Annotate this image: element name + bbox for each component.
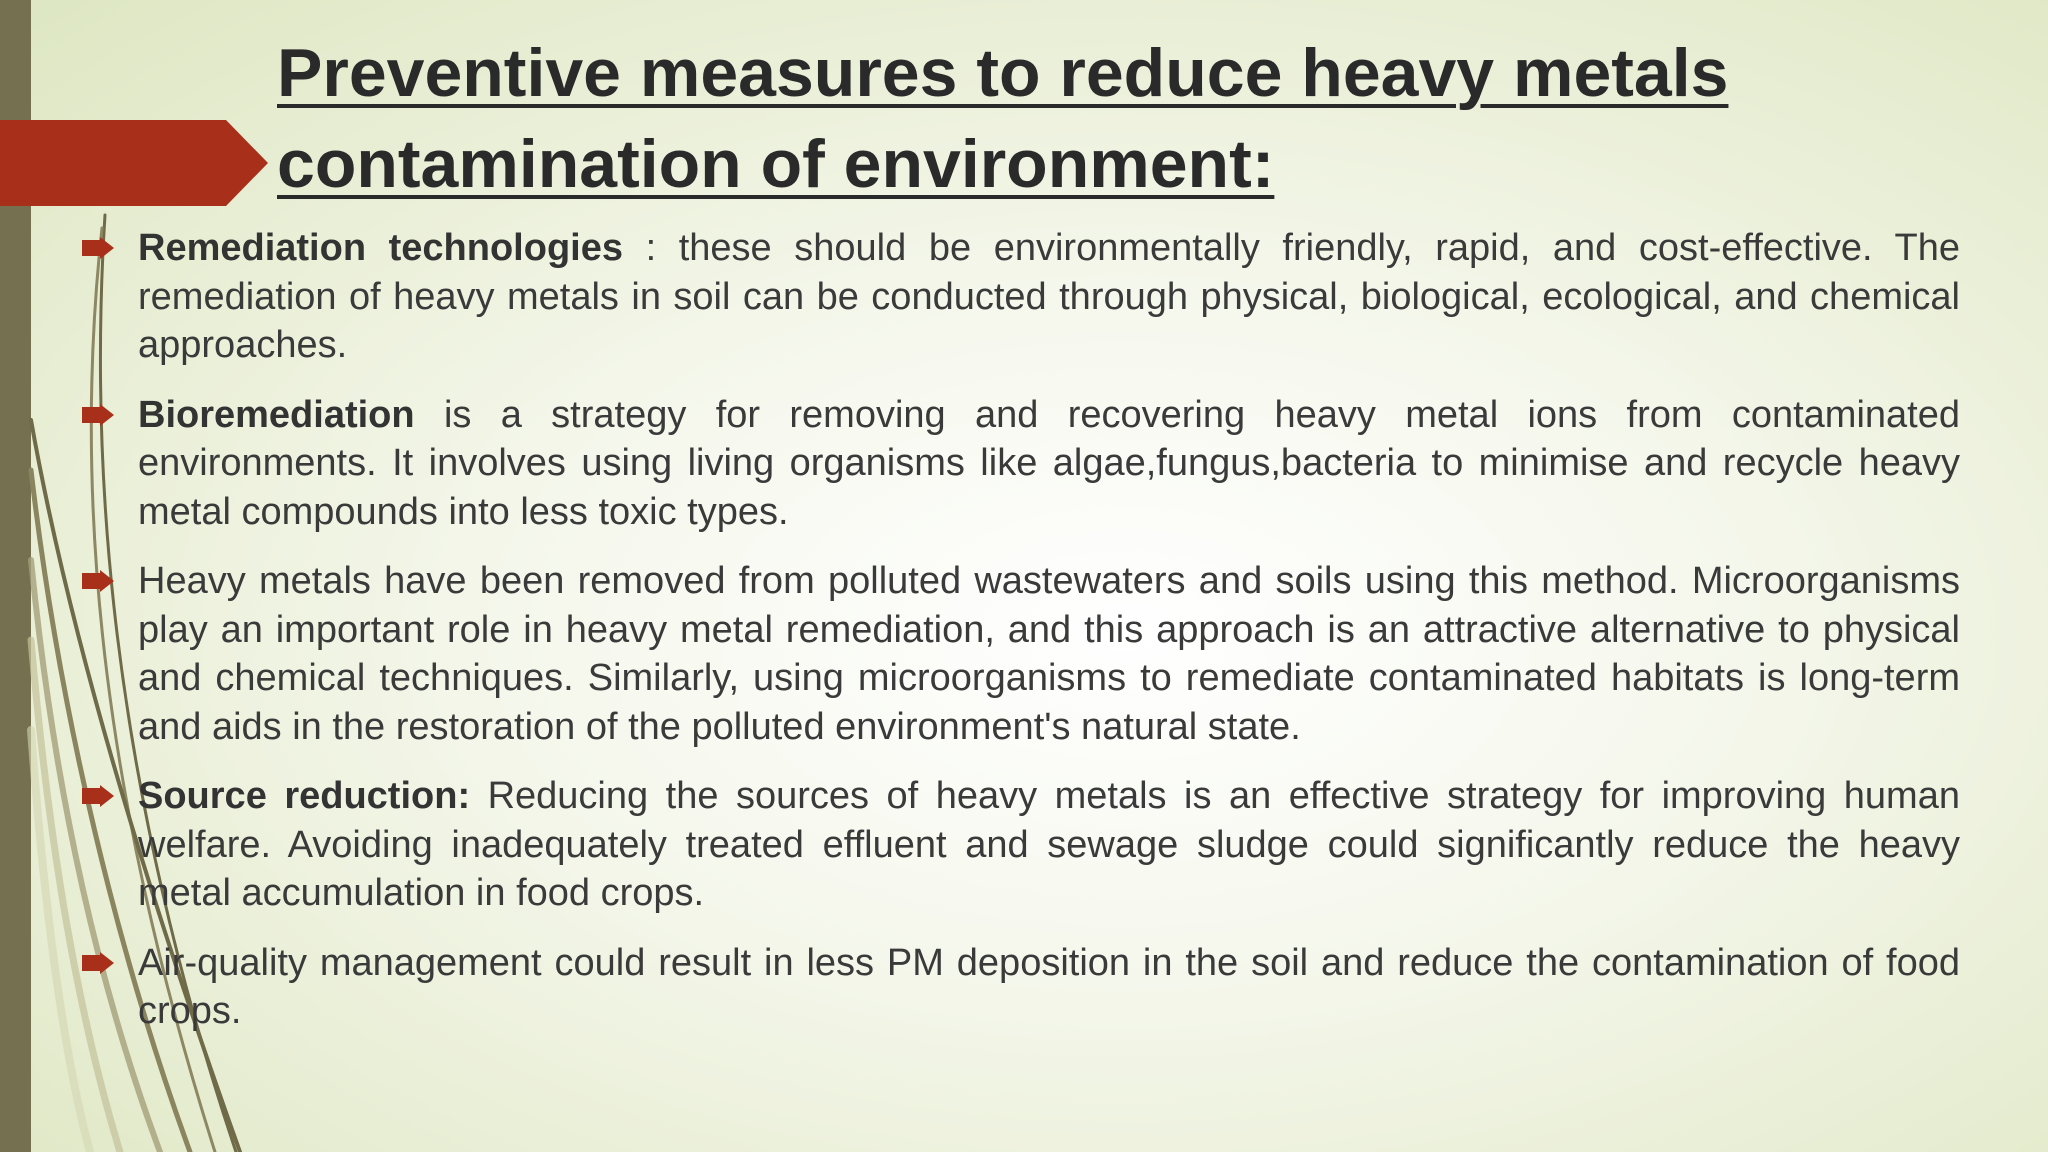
bullet-item [82,391,1960,537]
bullet-body: Reducing the sources of heavy metals is an effective strategy for improving human welfare. Avoiding inadequately treated effluent and sewage sludge could significantly reduce the heavy metal accumulation in food crops. [138,775,1960,914]
bullet-text [138,224,1960,370]
title-line-2: contamination of environment: [277,126,1275,202]
arrow-bullet-icon [82,570,114,592]
bullet-text [138,557,1960,751]
title-arrow-shape [0,120,268,206]
slide-title [277,28,2017,210]
bullet-lead: Remediation technologies [138,227,623,269]
bullet-text [138,939,1960,1036]
bullet-body: Air-quality management could result in less PM deposition in the soil and reduce the contamination of food crops. [138,941,1960,1032]
arrow-bullet-icon [82,785,114,807]
bullet-item [82,224,1960,370]
bullet-body: : these should be environmentally friendly, rapid, and cost-effective. The remediation of heavy metals in soil can be conducted through physical, biological, ecological, and chemical approaches. [138,227,1960,366]
bullet-item [82,557,1960,751]
bullet-lead: Source reduction: [138,775,471,817]
arrow-bullet-icon [82,952,114,974]
bullet-body: is a strategy for removing and recovering heavy metal ions from contaminated environments. It involves using living organisms like algae,fungus,bacteria to minimise and recycle heavy metal compounds into less toxic types. [138,393,1960,533]
title-line-1: Preventive measures to reduce heavy metals [277,35,1729,111]
bullet-list [82,224,1960,1057]
arrow-bullet-icon [82,404,114,426]
bullet-body: Heavy metals have been removed from polluted wastewaters and soils using this method. Microorganisms play an important role in heavy metal remediation, and this approach is an attractive alternative to physical and chemical techniques. Similarly, using microorganisms to remediate contaminated habitats is long-term and aids in the restoration of the polluted environment's natural state. [138,560,1960,748]
arrow-bullet-icon [82,237,114,259]
bullet-item [82,772,1960,918]
bullet-text [138,391,1960,537]
bullet-item [82,939,1960,1036]
bullet-text [138,772,1960,918]
bullet-lead: Bioremediation [138,393,415,436]
